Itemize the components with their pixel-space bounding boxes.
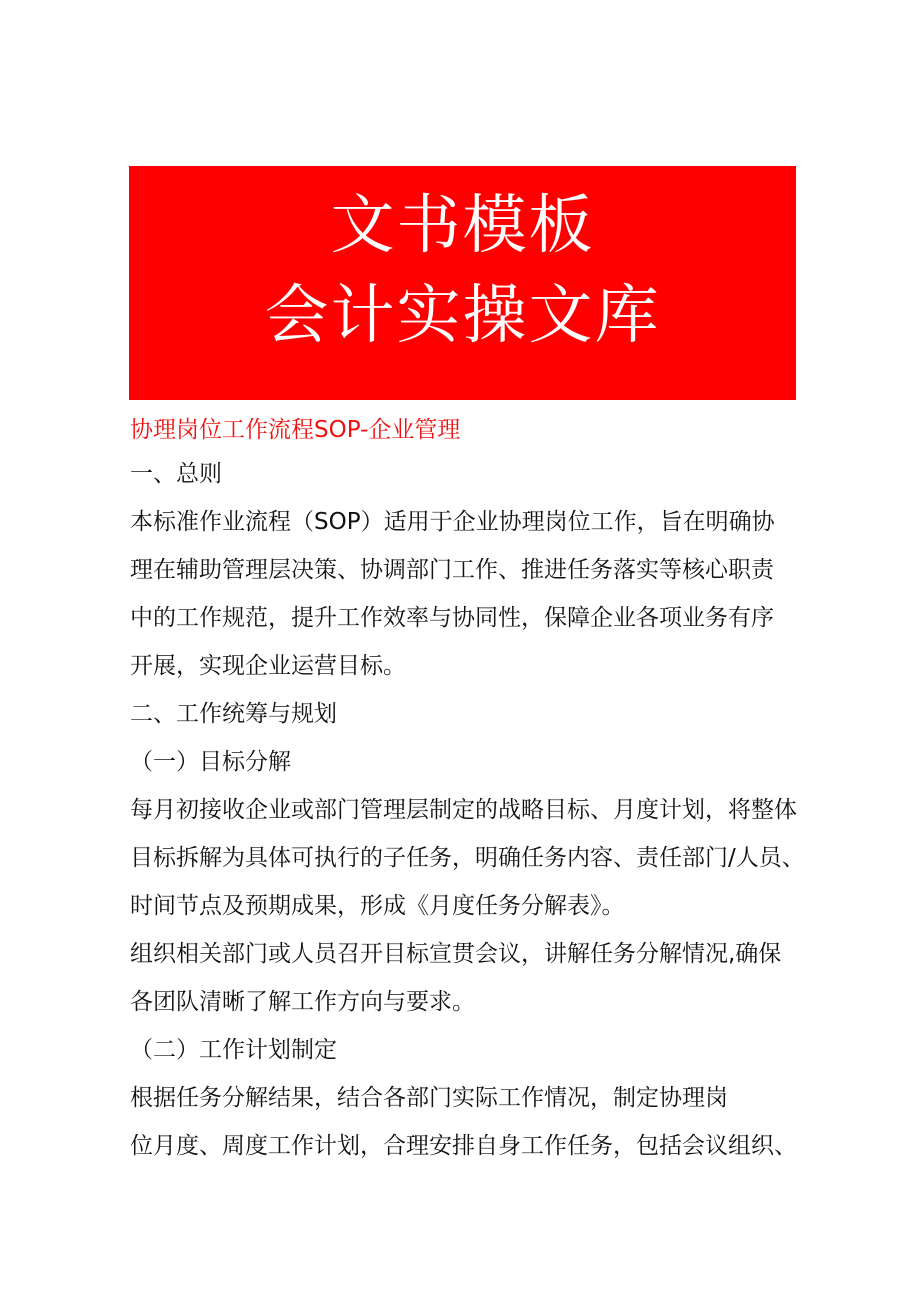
paragraph-line: 组织相关部门或人员召开目标宣贯会议，讲解任务分解情况,确保 [130,941,782,967]
banner-title-line-2: 会计实操文库 [264,279,661,353]
subsection-heading-work-plan: （二）工作计划制定 [130,1037,337,1063]
section-heading-planning: 二、工作统筹与规划 [130,701,337,727]
subsection-heading-goal-breakdown: （一）目标分解 [130,749,291,775]
paragraph-line: 各团队清晰了解工作方向与要求。 [130,989,475,1015]
paragraph-line: 本标准作业流程（SOP）适用于企业协理岗位工作，旨在明确协 [130,509,775,535]
paragraph-line: 目标拆解为具体可执行的子任务，明确任务内容、责任部门/人员、 [130,845,805,871]
section-heading-general: 一、总则 [130,461,222,487]
document-body [130,412,810,1170]
document-title: 协理岗位工作流程SOP-企业管理 [130,417,461,443]
paragraph-line: 时间节点及预期成果，形成《月度任务分解表》。 [130,893,625,919]
paragraph-line: 中的工作规范，提升工作效率与协同性，保障企业各项业务有序 [130,605,774,631]
paragraph-line: 每月初接收企业或部门管理层制定的战略目标、月度计划，将整体 [130,797,797,823]
paragraph-line: 根据任务分解结果，结合各部门实际工作情况，制定协理岗 [130,1085,728,1111]
paragraph-line: 位月度、周度工作计划，合理安排自身工作任务，包括会议组织、 [130,1133,797,1159]
header-banner [129,166,796,400]
paragraph-line: 理在辅助管理层决策、协调部门工作、推进任务落实等核心职责 [130,557,774,583]
paragraph-line: 开展，实现企业运营目标。 [130,653,406,679]
banner-title-line-1: 文书模板 [330,189,595,263]
